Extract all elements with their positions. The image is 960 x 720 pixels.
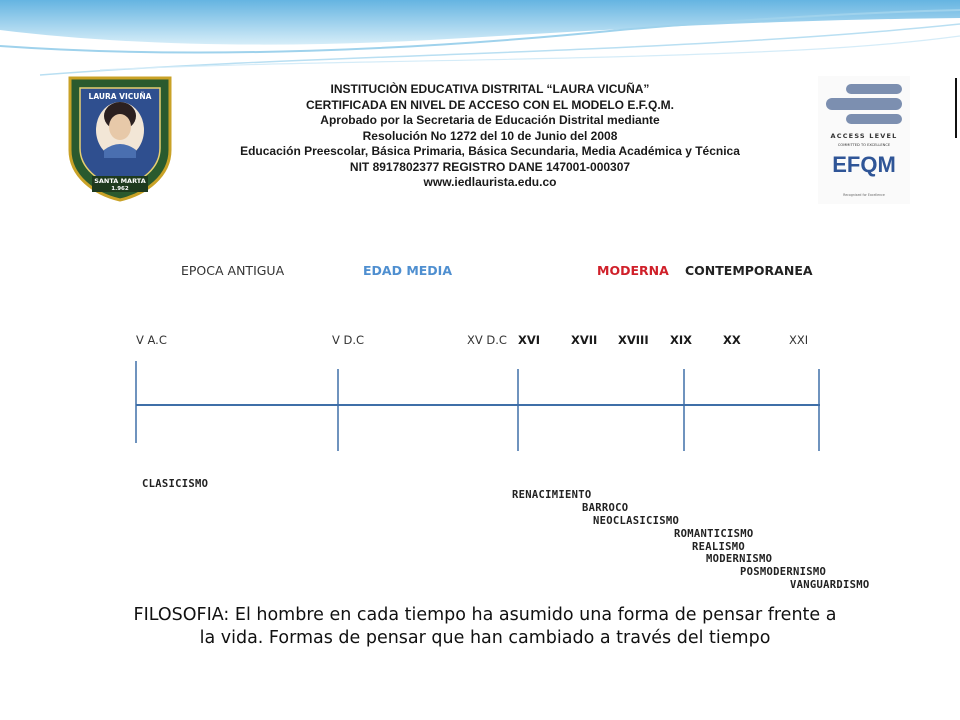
era-contemporanea: CONTEMPORANEA <box>685 263 813 278</box>
era-moderna: MODERNA <box>597 263 669 278</box>
school-crest-logo <box>66 72 174 202</box>
century-xvi: XVI <box>518 333 541 347</box>
philosophy-footer <box>60 604 910 650</box>
edge-bar <box>955 78 957 138</box>
efqm-tagline-text: COMMITTED TO EXCELLENCE <box>837 143 891 147</box>
movement-renacimiento: RENACIMIENTO <box>512 489 592 501</box>
efqm-level-text: ACCESS LEVEL <box>830 132 898 140</box>
century-xv-dc: XV D.C <box>467 333 507 347</box>
century-xvii: XVII <box>571 333 598 347</box>
header-line-6: NIT 8917802377 REGISTRO DANE 147001-000307 <box>349 159 631 174</box>
footer-line-1: FILOSOFIA: El hombre en cada tiempo ha asumido una forma de pensar frente a <box>133 605 837 625</box>
movement-posmodernismo: POSMODERNISMO <box>740 566 827 578</box>
header-line-2: CERTIFICADA EN NIVEL DE ACCESO CON EL MODELO E.F.Q.M. <box>305 97 675 112</box>
movement-realismo: REALISMO <box>692 541 745 553</box>
efqm-logo <box>818 76 910 204</box>
century-xix: XIX <box>670 333 693 347</box>
era-edad-media: EDAD MEDIA <box>363 263 452 278</box>
movement-clasicismo: CLASICISMO <box>142 478 209 490</box>
header-line-4: Resolución No 1272 del 10 de Junio del 2008 <box>362 128 618 143</box>
movement-modernismo: MODERNISMO <box>706 553 773 565</box>
efqm-small-text: Recognised for Excellence <box>843 193 885 197</box>
century-xx: XX <box>723 333 741 347</box>
movement-neoclasicismo: NEOCLASICISMO <box>593 515 680 527</box>
movement-vanguardismo: VANGUARDISMO <box>790 579 870 591</box>
header-line-3: Aprobado por la Secretaria de Educación Distrital mediante <box>320 113 660 127</box>
crest-name-text: LAURA VICUÑA <box>88 92 152 101</box>
century-xviii: XVIII <box>618 333 649 347</box>
century-xxi: XXI <box>789 333 809 347</box>
movement-romanticismo: ROMANTICISMO <box>674 528 754 540</box>
header-line-5: Educación Preescolar, Básica Primaria, Básica Secundaria, Media Académica y Técnica <box>240 144 740 158</box>
header-line-1: INSTITUCIÒN EDUCATIVA DISTRITAL “LAURA VICUÑA” <box>330 82 650 96</box>
century-v-dc: V D.C <box>332 333 365 347</box>
crest-city-text: SANTA MARTA <box>94 177 146 185</box>
header-line-7: www.iedlaurista.edu.co <box>423 175 557 189</box>
footer-line-2: la vida. Formas de pensar que han cambiado a través del tiempo <box>199 628 771 648</box>
efqm-brand-text: EFQM <box>832 152 896 177</box>
century-v-ac: V A.C <box>136 333 167 347</box>
timeline-axis <box>0 355 960 455</box>
era-epoca-antigua: EPOCA ANTIGUA <box>181 263 285 278</box>
movement-barroco: BARROCO <box>582 502 629 514</box>
crest-year-text: 1.962 <box>111 186 129 192</box>
institution-header <box>210 82 770 191</box>
